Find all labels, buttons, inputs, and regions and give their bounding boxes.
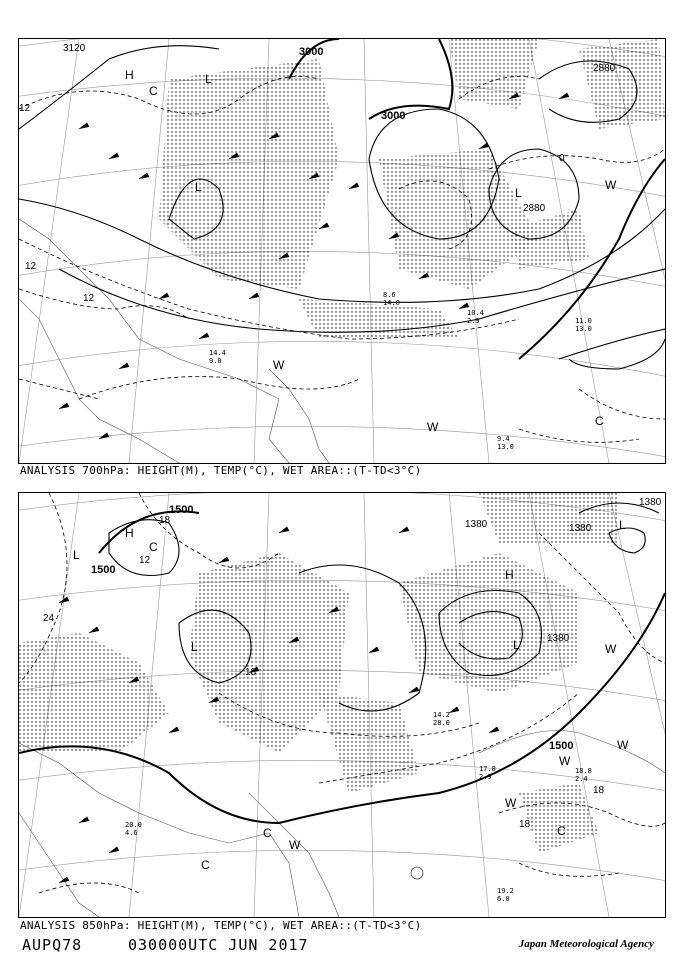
station-value: 10.4 xyxy=(467,309,484,317)
station-value: 13.0 xyxy=(575,325,592,333)
height-label: 1500 xyxy=(169,504,194,516)
station-value: 20.0 xyxy=(125,821,142,829)
station-value: 6.0 xyxy=(497,895,510,903)
station-value: 28.0 xyxy=(433,719,450,727)
station-value: 2.9 xyxy=(479,773,492,781)
cold-marker: C xyxy=(595,414,604,428)
high-pressure-marker: H xyxy=(125,526,134,540)
station-value: 4.6 xyxy=(125,829,138,837)
warm-marker: W xyxy=(427,420,439,434)
height-label: 3120 xyxy=(63,43,86,54)
warm-marker: W xyxy=(605,178,617,192)
station-value: 14.2 xyxy=(433,711,450,719)
station-value: 14.4 xyxy=(209,349,226,357)
high-pressure-marker: H xyxy=(505,568,514,582)
station-value: 11.0 xyxy=(575,317,592,325)
temp-label: 18 xyxy=(245,667,257,678)
height-label: 3000 xyxy=(299,46,324,58)
low-pressure-marker: L xyxy=(513,638,520,652)
cold-marker: C xyxy=(201,858,210,872)
height-label: 2880 xyxy=(593,63,616,74)
high-pressure-marker: H xyxy=(125,68,134,82)
temp-label: 24 xyxy=(43,613,55,624)
height-label: 1380 xyxy=(639,497,662,508)
height-label: 1380 xyxy=(569,523,592,534)
map-panel-700hpa xyxy=(18,38,666,464)
station-value: 2.9 xyxy=(467,317,480,325)
low-pressure-marker: L xyxy=(191,640,198,654)
temp-label: 12 xyxy=(19,103,31,114)
low-pressure-marker: L xyxy=(515,186,522,200)
low-pressure-marker: L xyxy=(73,548,80,562)
map-panel-850hpa xyxy=(18,492,666,918)
station-value: 9.0 xyxy=(209,357,222,365)
circle-marker xyxy=(411,867,423,879)
warm-marker: W xyxy=(289,838,301,852)
temp-label: 0 xyxy=(559,153,565,164)
station-value: 2.4 xyxy=(575,775,588,783)
temp-label: 18 xyxy=(519,819,531,830)
station-value: 18.8 xyxy=(575,767,592,775)
warm-marker: W xyxy=(617,738,629,752)
warm-marker: W xyxy=(559,754,571,768)
valid-time: 030000UTC JUN 2017 xyxy=(128,936,309,954)
station-value: 17.8 xyxy=(479,765,496,773)
temp-label: 12 xyxy=(139,555,151,566)
low-pressure-marker: L xyxy=(195,180,202,194)
map-850hpa-graphic xyxy=(19,493,665,917)
temp-label: 12 xyxy=(25,261,37,272)
station-value: 13.0 xyxy=(497,443,514,451)
map-700hpa-graphic xyxy=(19,39,665,463)
caption-700hpa: ANALYSIS 700hPa: HEIGHT(M), TEMP(°C), WET AREA::(T-TD<3°C) xyxy=(20,464,422,477)
temp-label: 12 xyxy=(83,293,95,304)
cold-marker: C xyxy=(263,826,272,840)
station-value: 8.6 xyxy=(383,291,396,299)
low-pressure-marker: L xyxy=(619,518,626,532)
warm-marker: W xyxy=(273,358,285,372)
station-value: 14.0 xyxy=(383,299,400,307)
height-label: 2880 xyxy=(523,203,546,214)
cold-marker: C xyxy=(149,84,158,98)
cold-marker: C xyxy=(149,540,158,554)
cold-marker: C xyxy=(557,824,566,838)
product-id: AUPQ78 xyxy=(22,936,83,954)
height-label: 1380 xyxy=(547,633,570,644)
height-label: 1380 xyxy=(465,519,488,530)
station-value: 19.2 xyxy=(497,887,514,895)
low-pressure-marker: L xyxy=(205,72,212,86)
temp-label: 18 xyxy=(159,515,171,526)
height-label: 3000 xyxy=(381,110,406,122)
warm-marker: W xyxy=(505,796,517,810)
station-value: 9.4 xyxy=(497,435,510,443)
wet-area xyxy=(159,39,665,339)
warm-marker: W xyxy=(605,642,617,656)
height-label: 1500 xyxy=(91,564,116,576)
height-label: 1500 xyxy=(549,740,574,752)
agency-credit: Japan Meteorological Agency xyxy=(518,938,654,950)
caption-850hpa: ANALYSIS 850hPa: HEIGHT(M), TEMP(°C), WET AREA::(T-TD<3°C) xyxy=(20,919,422,932)
temp-label: 18 xyxy=(593,785,605,796)
